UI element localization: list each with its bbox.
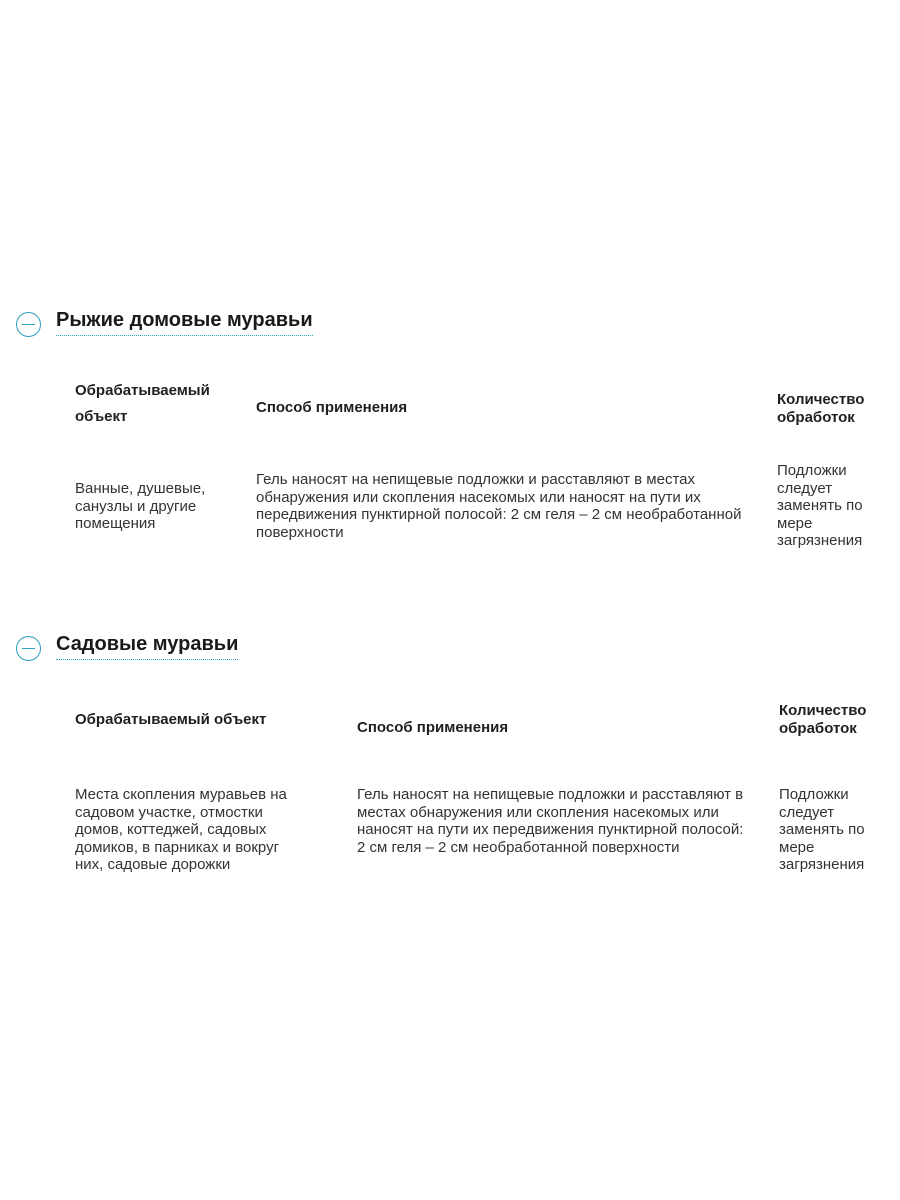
cell-method: Гель наносят на непищевые подложки и расставляют в местах обнаружения или скопления насекомых или наносят на пути их передвижения пунктирной полосой: 2 см геля – 2 см необработанной поверхности [357,786,744,856]
section-title[interactable]: Рыжие домовые муравьи [56,308,313,336]
section-header[interactable] [16,306,313,337]
section-title[interactable]: Садовые муравьи [56,632,238,660]
collapse-icon[interactable] [16,312,41,337]
header-object: Обрабатываемый объект [75,382,210,425]
cell-method: Гель наносят на непищевые подложки и расставляют в местах обнаружения или скопления насекомых или наносят на пути их передвижения пунктирной полосой: 2 см геля – 2 см необработанной поверхности [256,471,742,541]
header-count: Количество обработок [777,391,865,426]
cell-count: Подложки следует заменять по мере загрязнения [779,786,865,873]
header-object: Обрабатываемый объект [75,711,267,728]
header-method: Способ применения [357,719,509,736]
header-count: Количество обработок [779,702,867,737]
header-method: Способ применения [256,399,408,416]
cell-object: Ванные, душевые, санузлы и другие помещения [75,480,206,532]
cell-object: Места скопления муравьев на садовом участке, отмостки домов, коттеджей, садовых домиков, в парниках и вокруг них, садовые дорожки [75,786,287,873]
collapse-icon[interactable] [16,636,41,661]
cell-count: Подложки следует заменять по мере загрязнения [777,462,863,549]
section-header[interactable] [16,630,238,661]
